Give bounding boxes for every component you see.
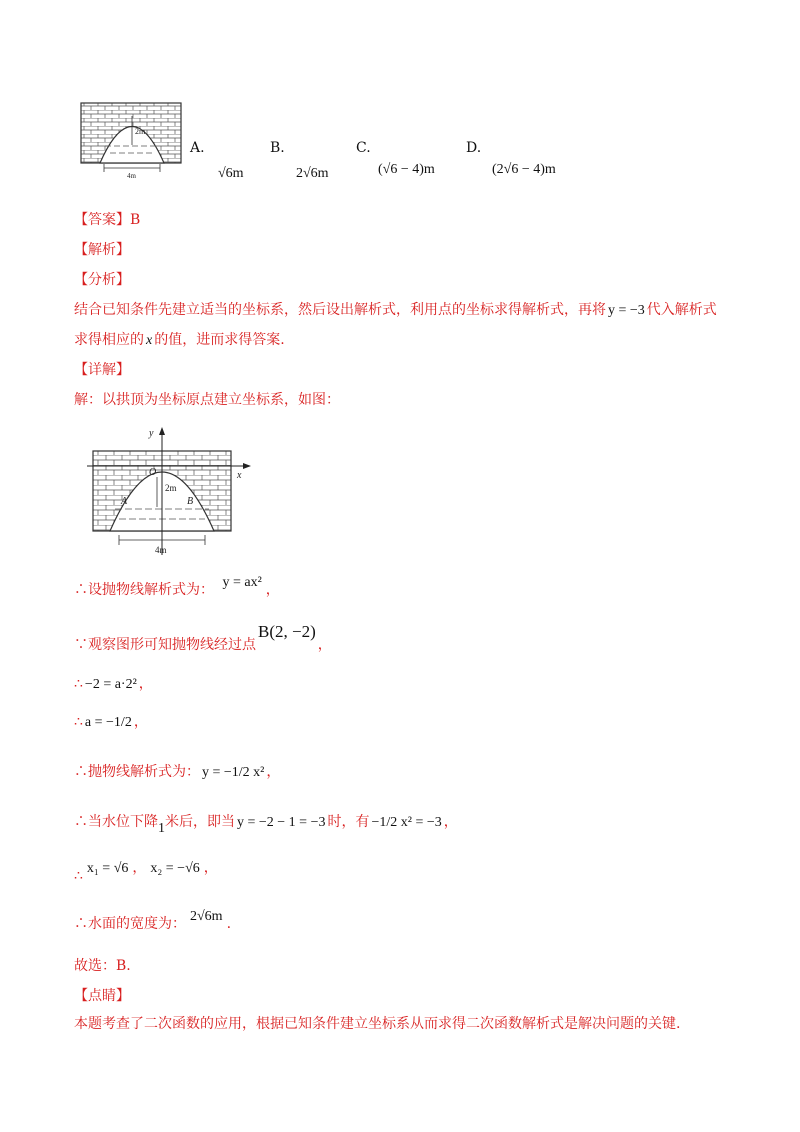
analysis-text-1b: 代入解析式 <box>646 302 717 318</box>
step-6 <box>74 812 458 836</box>
step-8-suffix: . <box>226 916 232 932</box>
option-a-value: √6m <box>218 166 244 181</box>
step-6-math2: −1/2 x² = −3 <box>371 815 442 830</box>
option-b-value: 2√6m <box>296 166 329 181</box>
step-5-math: y = −1/2 x² <box>202 765 265 780</box>
step-6-suffix: ， <box>443 814 458 830</box>
detail-height-label: 2m <box>165 483 177 493</box>
step-7-math-x2: x₂ = −√6 <box>150 861 200 876</box>
step-1-math: y = ax² <box>222 575 262 590</box>
detail-intro: 解：以拱顶为坐标原点建立坐标系，如图： <box>74 392 340 408</box>
step-3-text: ∴ <box>74 676 83 692</box>
step-6-mid: 米后，即当 <box>165 814 235 830</box>
option-c-letter: C. <box>356 140 371 156</box>
header-fenxi: 【分析】 <box>74 272 130 288</box>
small-height-label: 2m <box>135 127 146 136</box>
header-dianjing: 【点睛】 <box>74 988 130 1004</box>
origin-label: O <box>149 467 157 478</box>
answer-value: B <box>130 212 141 228</box>
analysis-math-y: y = −3 <box>608 303 645 318</box>
option-d-letter: D. <box>466 140 482 156</box>
header-jiexi: 【解析】 <box>74 242 130 258</box>
step-3-suffix: ， <box>138 676 153 692</box>
step-5 <box>74 762 280 783</box>
analysis-line-2 <box>74 330 285 351</box>
step-2-text: ∵观察图形可知抛物线经过点 <box>74 637 256 653</box>
step-6-num: 1 <box>158 821 165 836</box>
step-2 <box>74 622 332 655</box>
bridge-figure-small <box>80 102 184 180</box>
point-b-label: B <box>187 496 194 507</box>
analysis-text-2a: 求得相应的 <box>74 332 144 348</box>
step-7-sep: ， <box>132 860 147 876</box>
step-4-suffix: ， <box>133 714 148 730</box>
small-width-label: 4m <box>127 172 136 180</box>
answer-label: 【答案】 <box>74 212 130 228</box>
step-1-text: ∴设抛物线解析式为： <box>74 582 214 598</box>
detail-width-label: 4m <box>155 545 167 555</box>
option-d-value: (2√6 − 4)m <box>492 162 556 177</box>
step-5-text: ∴抛物线解析式为： <box>74 764 200 780</box>
step-4-text: ∴ <box>74 714 83 730</box>
point-a-label: A <box>121 496 128 507</box>
step-1 <box>74 575 280 601</box>
option-b-letter: B. <box>270 140 285 156</box>
step-8-math: 2√6m <box>190 909 223 924</box>
comment-text: 本题考查了二次函数的应用，根据已知条件建立坐标系从而求得二次函数解析式是解决问题的关键. <box>74 1016 681 1032</box>
step-6-math: y = −2 − 1 = −3 <box>237 815 326 830</box>
step-7-text: ∴ <box>74 868 83 884</box>
step-8 <box>74 909 232 935</box>
x-axis-label: x <box>237 470 242 481</box>
step-2-math: B(2, −2) <box>258 622 316 641</box>
answer-line <box>74 210 140 230</box>
step-6-mid2: 时，有 <box>327 814 370 830</box>
option-c-value: (√6 − 4)m <box>378 162 435 177</box>
step-3-math: −2 = a·2² <box>84 677 137 692</box>
header-xiangjie: 【详解】 <box>74 362 130 378</box>
analysis-var-x: x <box>146 333 153 348</box>
step-7 <box>74 858 218 884</box>
step-2-suffix: ， <box>317 637 332 653</box>
step-8-text: ∴水面的宽度为： <box>74 916 186 932</box>
analysis-text-1a: 结合已知条件先建立适当的坐标系，然后设出解析式，利用点的坐标求得解析式，再将 <box>74 302 606 318</box>
analysis-line-1 <box>74 300 717 321</box>
step-1-suffix: ， <box>265 582 280 598</box>
step-4 <box>74 712 148 733</box>
y-axis-label: y <box>149 428 154 439</box>
step-6-text: ∴当水位下降 <box>74 814 158 830</box>
step-3 <box>74 674 153 695</box>
analysis-text-2b: 的值，进而求得答案. <box>154 332 285 348</box>
step-5-suffix: ， <box>266 764 281 780</box>
step-4-math: a = −1/2 <box>84 715 132 730</box>
bridge-figure-coordinate <box>85 425 255 555</box>
option-a-letter: A. <box>190 140 205 156</box>
conclusion: 故选：B. <box>74 958 131 974</box>
step-7-math-x1: x₁ = √6 <box>86 861 129 876</box>
step-7-suffix: ， <box>203 860 218 876</box>
